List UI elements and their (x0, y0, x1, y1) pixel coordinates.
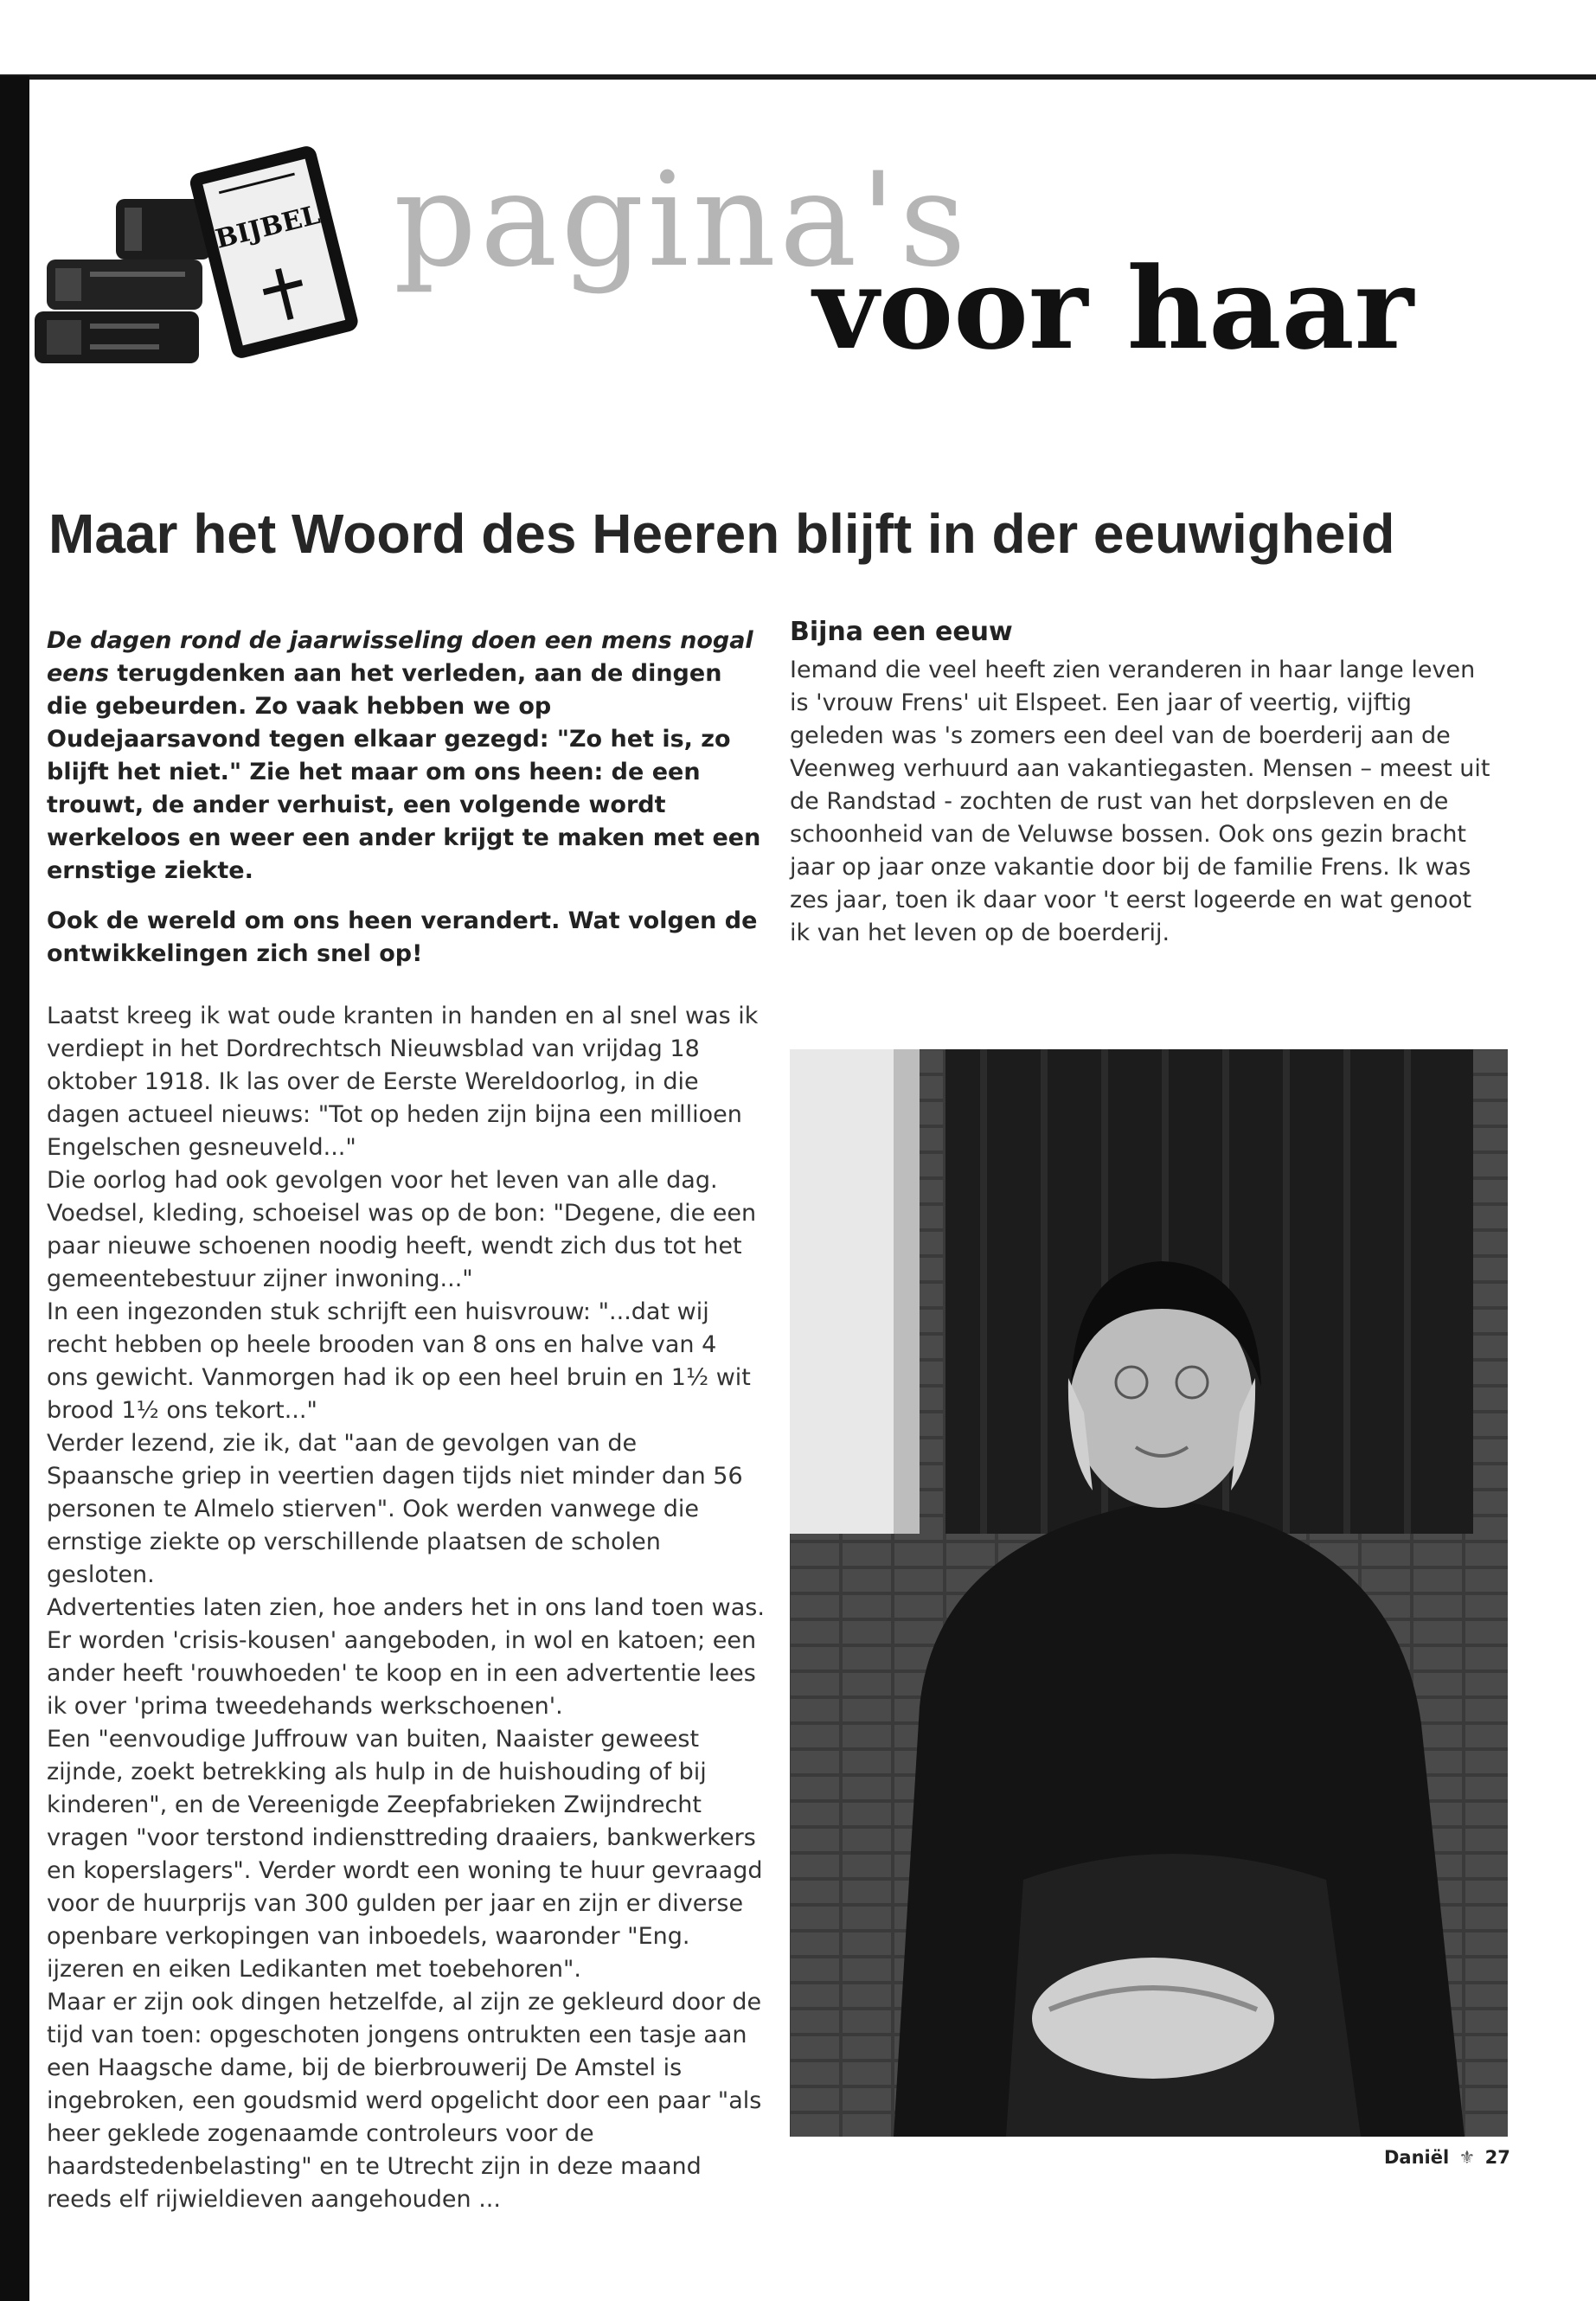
right-column (790, 616, 1495, 950)
intro-paragraph (47, 625, 765, 888)
body-paragraph: Advertenties laten zien, hoe anders het in ons land toen was. Er worden 'crisis-kousen' aangeboden, in wol en katoen; een ander heeft 'rouwhoeden' te koop en in een advertentie lees ik over 'prima tweedehands werkschoenen'. (47, 1594, 765, 1720)
page-number: 27 (1484, 2147, 1510, 2168)
left-column (47, 625, 765, 2216)
top-border (0, 74, 1596, 80)
article-headline: Maar het Woord des Heeren blijft in der eeuwigheid (48, 503, 1395, 565)
intro-lead: De dagen rond de jaarwisseling doen een mens nogal eens (47, 627, 753, 687)
section-title-line2: voor haar (813, 242, 1414, 375)
body-paragraph: Verder lezend, zie ik, dat "aan de gevolgen van de Spaansche griep in veertien dagen tijds niet minder dan 56 personen te Almelo stierven". Ook werden vanwege die ernstige ziekte op verschillende plaatsen de scholen gesloten. (47, 1430, 743, 1588)
intro-paragraph-2: Ook de wereld om ons heen verandert. Wat volgen de ontwikkelingen zich snel op! (47, 907, 758, 967)
body-paragraph: Die oorlog had ook gevolgen voor het leven van alle dag. Voedsel, kleding, schoeisel was op de bon: "Degene, die een paar nieuwe schoenen noodig heeft, wendt zich dus tot het gemeentebestuur zijner inwoning..." (47, 1167, 757, 1292)
section-heading: Bijna een eeuw (790, 617, 1013, 647)
body-paragraph: Een "eenvoudige Juffrouw van buiten, Naaister geweest zijnde, zoekt betrekking als hulp in de huishouding of bij kinderen", en de Vereenigde Zeepfabrieken Zwijndrecht vragen "voor terstond indiensttreding draaiers, bankwerkers en koperslagers". Verder wordt een woning te huur gevraagd voor de huurprijs van 300 gulden per jaar en zijn er diverse openbare verkopingen van inboedels, waaronder "Eng. ijzeren en eiken Ledikanten met toebehoren". (47, 1726, 763, 1983)
bible-books-icon (29, 138, 367, 372)
body-paragraph: Laatst kreeg ik wat oude kranten in handen en al snel was ik verdiept in het Dordrechtsch Nieuwsblad van vrijdag 18 oktober 1918. Ik las over de Eerste Wereldoorlog, in die dagen actueel nieuws: "Tot op heden zijn bijna een millioen Engelschen gesneuveld..." (47, 1003, 759, 1161)
page-spine (0, 76, 29, 2301)
section-body: Iemand die veel heeft zien veranderen in haar lange leven is 'vrouw Frens' uit Elspeet. Een jaar of veertig, vijftig geleden was 's zomers een deel van de boerderij aan de Veenweg verhuurd aan vakantiegasten. Mensen – meest uit de Randstad - zochten de rust van het dorpsleven en de schoonheid van de Veluwse bossen. Ook ons gezin bracht jaar op jaar onze vakantie door bij de familie Frens. Ik was zes jaar, toen ik daar voor 't eerst logeerde en wat genoot ik van het leven op de boerderij. (790, 657, 1490, 946)
intro-rest: terugdenken aan het verleden, aan de dingen die gebeurden. Zo vaak hebben we op Oudejaarsavond tegen elkaar gezegd: "Zo het is, zo blijft het niet." Zie het maar om ons heen: de een trouwt, de ander verhuist, een volgende wordt werkeloos en weer een ander krijgt te maken met een ernstige ziekte. (47, 660, 761, 884)
page-footer (1384, 2147, 1510, 2168)
section-title-line1: pagina's (394, 145, 970, 296)
body-paragraph: In een ingezonden stuk schrijft een huisvrouw: "...dat wij recht hebben op heele brooden van 8 ons en halve van 4 ons gewicht. Vanmorgen had ik op een heel bruin en 1½ wit brood 1½ ons tekort..." (47, 1298, 751, 1424)
magazine-name: Daniël (1384, 2147, 1450, 2168)
fleur-icon: ⚜ (1458, 2147, 1476, 2168)
book-label: BIJBEL (212, 200, 324, 255)
portrait-photo (790, 1049, 1508, 2137)
body-paragraph: Maar er zijn ook dingen hetzelfde, al zijn ze gekleurd door de tijd van toen: opgeschoten jongens ontrukten een tasje aan een Haagsche dame, bij de bierbrouwerij De Amstel is ingebroken, een goudsmid werd opgelicht door een paar "als heer geklede zogenaamde controleurs voor de haardstedenbelasting" en te Utrecht zijn in deze maand reeds elf rijwieldieven aangehouden ... (47, 1989, 762, 2213)
